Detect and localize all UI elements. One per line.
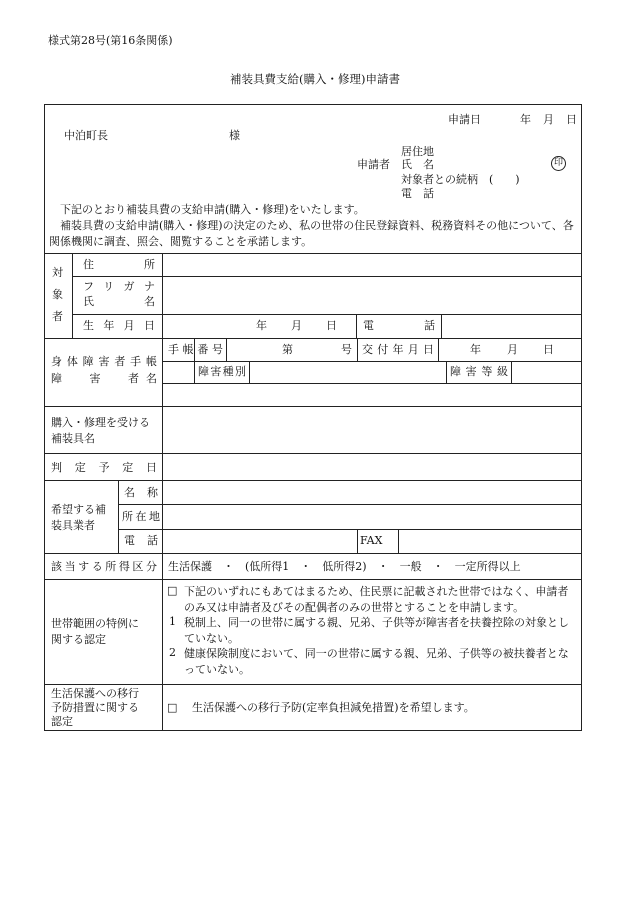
vendor-location-label: 所在地 (122, 510, 160, 523)
rule (398, 529, 399, 553)
device-label-line1: 購入・修理を受ける (51, 416, 150, 429)
welfare-label-line2: 予防措置に関する (51, 701, 139, 714)
birth-month: 月 (291, 319, 302, 332)
handbook-name-suffix: 名 (146, 372, 157, 385)
consent-statement (49, 202, 579, 250)
household-checkbox[interactable]: □ (167, 584, 178, 597)
handbook-label-lower: 障害者 (51, 372, 139, 385)
number-dai: 第 (282, 343, 293, 356)
rule (44, 684, 582, 685)
statement-line: 補装具費の支給申請(購入・修理)の決定のため、私の世帯の住民登録資料、税務資料その他について、各関係機関に調査、照会、閲覧することを承諾します。 (49, 219, 574, 248)
rule (44, 480, 582, 481)
rule (44, 579, 582, 580)
rule (118, 504, 582, 505)
vendor-fax-label: FAX (360, 534, 383, 547)
mayor-addressee: 中泊町長 (64, 129, 108, 142)
date-month: 月 (543, 113, 554, 126)
rule (44, 253, 582, 254)
rule (249, 361, 250, 383)
rule (44, 453, 582, 454)
judgment-date-label: 判定予定日 (51, 461, 157, 474)
issue-year: 年 (470, 343, 481, 356)
subject-phone-label: 電話 (363, 319, 435, 332)
subject-address-label: 住所 (83, 258, 155, 271)
income-options: 生活保護 ・ (低所得1 ・ 低所得2) ・ 一般 ・ 一定所得以上 (168, 560, 521, 573)
subject-group-label: 対象者 (52, 266, 63, 323)
form-number: 様式第28号(第16条関係) (48, 34, 173, 47)
form-title: 補装具費支給(購入・修理)申請書 (230, 72, 400, 86)
frame-top (44, 104, 582, 105)
disability-grade-label: 障害等級 (450, 365, 508, 378)
rule (356, 314, 357, 338)
rule (118, 529, 582, 530)
frame-left (44, 104, 45, 731)
application-date-label: 申請日 (448, 113, 481, 126)
statement-line: 下記のとおり補装具費の支給申請(購入・修理)をいたします。 (60, 203, 365, 216)
relation-label: 対象者との続柄 ( ) (401, 173, 520, 186)
welfare-label-line3: 認定 (51, 715, 73, 728)
household-item2-number: 2 (169, 646, 176, 659)
welfare-request-text: 生活保護への移行予防(定率負担減免措置)を希望します。 (192, 701, 475, 714)
birth-date-label: 生年月日 (83, 319, 155, 332)
vendor-label-line1: 希望する補 (51, 503, 106, 516)
disability-type-label: 障害種別 (198, 365, 246, 378)
rule (118, 480, 119, 553)
rule (446, 361, 447, 383)
rule (357, 529, 358, 553)
date-day: 日 (566, 113, 577, 126)
number-go: 号 (341, 343, 352, 356)
household-request-text: 下記のいずれにもあてはまるため、住民票に記載された世帯ではなく、申請者のみ又は申請者及びその配偶者のみの世帯とすることを申請します。 (184, 585, 569, 614)
address-label: 居住地 (401, 145, 434, 158)
rule (226, 338, 227, 361)
rule (44, 338, 582, 339)
name-label: 氏 名 (401, 158, 434, 171)
vendor-label-line2: 装具業者 (51, 519, 95, 532)
vendor-name-label: 名称 (124, 486, 158, 499)
phone-label: 電 話 (401, 187, 434, 200)
rule (162, 361, 582, 362)
welfare-label-line1: 生活保護への移行 (51, 687, 139, 700)
issue-month: 月 (507, 343, 518, 356)
rule (72, 314, 582, 315)
device-label-line2: 補装具名 (51, 432, 95, 445)
rule (44, 406, 582, 407)
rule (72, 253, 73, 338)
household-item1-number: 1 (169, 615, 176, 628)
issue-date-label: 交付年月日 (362, 343, 434, 356)
rule (438, 338, 439, 361)
handbook-label: 身体障害者手帳 (51, 355, 157, 368)
issue-day: 日 (543, 343, 554, 356)
household-item1: 税制上、同一の世帯に属する親、兄弟、子供等が障害者を扶養控除の対象としていない。 (184, 616, 569, 645)
rule (441, 314, 442, 338)
household-label-line1: 世帯範囲の特例に (51, 617, 139, 630)
birth-year: 年 (256, 319, 267, 332)
rule (72, 276, 582, 277)
rule (162, 383, 582, 384)
rule (44, 553, 582, 554)
rule (357, 338, 358, 361)
subject-name-label: 氏名 (83, 295, 155, 308)
rule (162, 253, 163, 731)
vendor-phone-label: 電話 (124, 534, 158, 547)
honorific-sama: 様 (229, 129, 240, 142)
handbook-number-label: 手帳番号 (168, 343, 223, 356)
frame-right (581, 104, 582, 731)
rule (511, 361, 512, 383)
birth-day: 日 (326, 319, 337, 332)
applicant-label: 申請者 (357, 158, 390, 171)
frame-bottom (44, 730, 582, 731)
household-item2: 健康保険制度において、同一の世帯に属する親、兄弟、子供等の被扶養者となっていない。 (184, 647, 569, 676)
seal-mark: 印 (551, 156, 566, 171)
income-category-label: 該当する所得区分 (51, 560, 157, 573)
date-year: 年 (520, 113, 531, 126)
welfare-checkbox[interactable]: □ (167, 701, 178, 714)
furigana-label: フリガナ (83, 280, 155, 293)
household-label-line2: 関する認定 (51, 633, 106, 646)
